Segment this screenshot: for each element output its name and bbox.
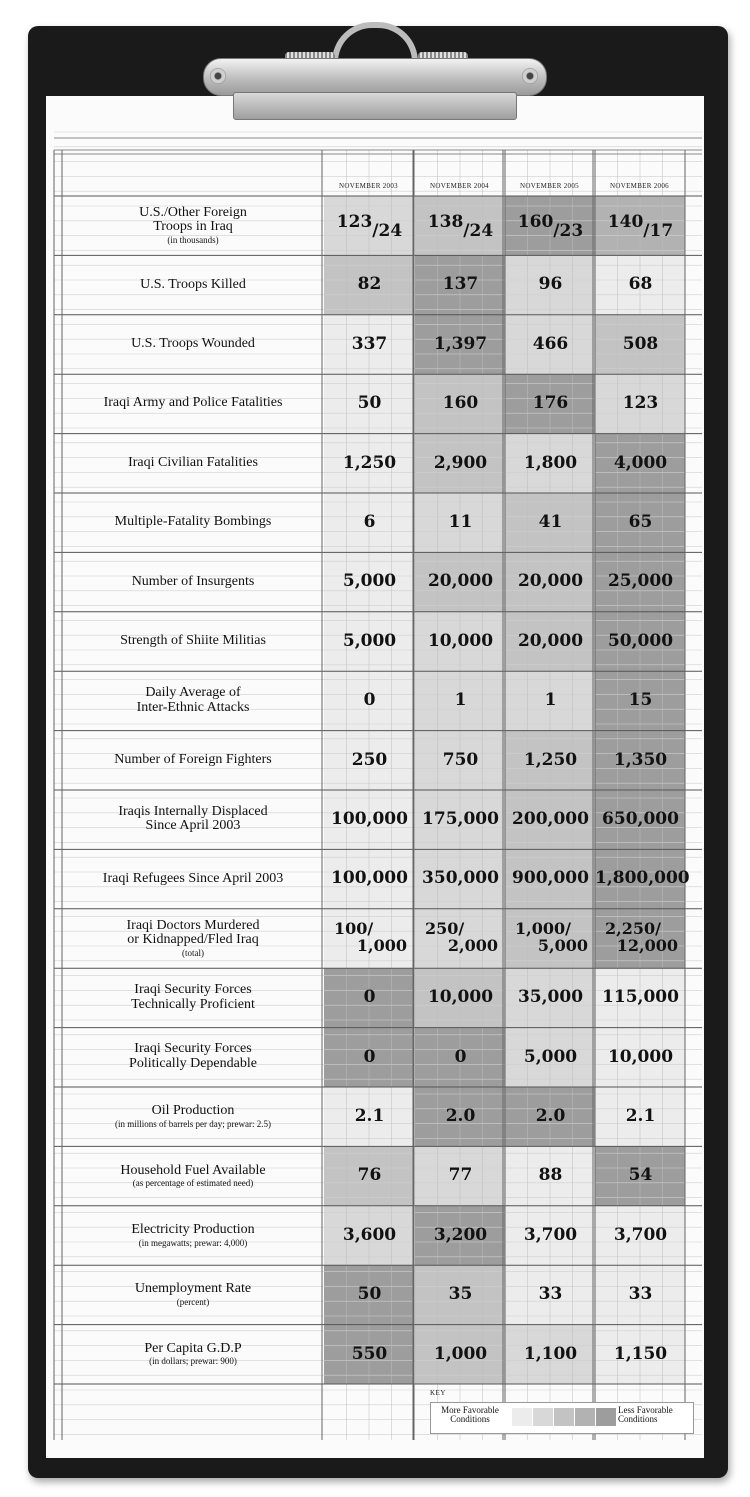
- table-cell: 508: [622, 333, 659, 354]
- cell-value-primary: 250/: [425, 918, 465, 938]
- table-cell: 1: [454, 690, 467, 711]
- rivet-left: [210, 68, 226, 84]
- table-cell: 10,000: [427, 987, 494, 1008]
- table-cell: 20,000: [517, 571, 584, 592]
- table-cell: 96: [538, 274, 563, 295]
- table-cell: 137: [442, 274, 479, 295]
- row-label-text: Iraqis Internally Displaced: [118, 803, 268, 819]
- row-label-text: Multiple-Fatality Bombings: [114, 514, 272, 530]
- table-cell: [505, 918, 596, 955]
- table-cell: [595, 212, 686, 241]
- table-cell: [505, 212, 596, 241]
- table-cell: 35: [448, 1284, 473, 1305]
- row-label: [64, 456, 322, 471]
- key-swatch: [554, 1408, 574, 1426]
- table-cell: 176: [532, 393, 569, 414]
- row-label-text-line2: Inter-Ethnic Attacks: [136, 699, 250, 715]
- column-header: NOVEMBER 2005: [520, 182, 579, 190]
- row-label: [64, 919, 322, 959]
- key-swatch: [575, 1408, 595, 1426]
- row-label-text: Electricity Production: [131, 1222, 255, 1237]
- table-cell: 50: [357, 1284, 382, 1305]
- table-cell: 123: [622, 393, 659, 414]
- cell-value-secondary: 23: [559, 221, 584, 241]
- table-cell: 3,200: [433, 1224, 488, 1245]
- cell-value-secondary: 2,000: [447, 935, 498, 955]
- table-cell: 2,900: [433, 452, 488, 473]
- table-cell: 2.0: [535, 1106, 566, 1126]
- table-cell: 250: [351, 749, 388, 770]
- row-sublabel: (in dollars; prewar: 900): [149, 1356, 237, 1367]
- table-cell: 0: [454, 1046, 467, 1067]
- row-label-text: U.S. Troops Wounded: [131, 336, 255, 351]
- cell-value-secondary: 24: [378, 221, 403, 241]
- table-cell: 3,700: [613, 1224, 668, 1245]
- row-label: [64, 1164, 322, 1189]
- cell-value-primary: 140: [607, 212, 644, 232]
- table-cell: 2.0: [445, 1106, 476, 1126]
- table-cell: 5,000: [523, 1046, 578, 1067]
- row-label: [64, 206, 322, 246]
- key-swatch: [512, 1408, 532, 1426]
- cell-value-secondary: 5,000: [537, 935, 588, 955]
- row-label: [64, 1042, 322, 1071]
- table-cell: 65: [628, 512, 653, 532]
- row-sublabel: (percent): [176, 1297, 210, 1308]
- row-label: [64, 1104, 322, 1129]
- row-sublabel: (as percentage of estimated need): [132, 1178, 254, 1189]
- table-cell: 4,000: [613, 452, 668, 473]
- row-label-text: Number of Insurgents: [131, 573, 255, 589]
- key-label: KEY: [430, 1389, 446, 1397]
- row-label: [64, 686, 322, 715]
- cell-value-primary: 100/: [334, 918, 374, 938]
- table-cell: 1,150: [613, 1343, 668, 1364]
- row-label-text: Iraqi Security Forces: [134, 981, 252, 997]
- row-sublabel: (total): [182, 947, 204, 958]
- row-label: [64, 805, 322, 834]
- table-cell: 160: [442, 393, 479, 414]
- cell-value-primary: 123: [336, 212, 373, 232]
- table-cell: 10,000: [607, 1046, 674, 1067]
- cell-value-primary: 160: [517, 212, 554, 232]
- row-sublabel: (in millions of barrels per day; prewar: 2.5): [115, 1118, 271, 1129]
- row-label-text-line2: or Kidnapped/Fled Iraq: [127, 932, 259, 948]
- cell-slash: /: [463, 221, 470, 241]
- table-cell: [415, 212, 506, 241]
- table-cell: 3,600: [342, 1224, 397, 1245]
- row-label-text: U.S./Other Foreign: [139, 204, 247, 220]
- row-label-text: Daily Average of: [145, 684, 241, 700]
- row-label-text: Strength of Shiite Militias: [120, 633, 266, 648]
- table-cell: 1,800: [523, 452, 578, 473]
- row-label: [64, 337, 322, 352]
- key-less-favorable: [618, 1406, 690, 1425]
- cell-value-secondary: 17: [649, 221, 674, 241]
- row-label-text: Iraqi Security Forces: [134, 1041, 252, 1057]
- table-cell: 5,000: [342, 571, 397, 592]
- column-header: NOVEMBER 2003: [339, 182, 398, 190]
- table-cell: 10,000: [427, 630, 494, 651]
- table-cell: [324, 918, 415, 955]
- table-cell: 76: [357, 1165, 382, 1186]
- table-cell: 3,700: [523, 1224, 578, 1245]
- table-cell: [324, 212, 415, 241]
- cell-value-primary: 138: [427, 212, 464, 232]
- cell-slash: /: [372, 221, 379, 241]
- table-cell: 1,000: [433, 1343, 488, 1364]
- row-label-text: Iraqi Army and Police Fatalities: [103, 395, 283, 411]
- table-cell: 68: [628, 274, 653, 295]
- key-more-line2: Conditions: [450, 1414, 490, 1425]
- key-more-favorable: [434, 1406, 506, 1425]
- row-label-text: Household Fuel Available: [120, 1162, 266, 1178]
- table-cell: 5,000: [342, 630, 397, 651]
- table-cell: 1: [544, 690, 557, 711]
- column-header: NOVEMBER 2004: [430, 182, 489, 190]
- row-label: [64, 1282, 322, 1307]
- table-cell: 175,000: [422, 809, 499, 829]
- table-cell: 115,000: [602, 987, 679, 1008]
- table-cell: [415, 918, 506, 955]
- row-label: [64, 1342, 322, 1367]
- table-cell: 900,000: [512, 868, 589, 889]
- table-cell: 100,000: [331, 868, 408, 889]
- table-cell: 82: [357, 274, 382, 295]
- row-label: [64, 575, 322, 590]
- table-cell: 0: [363, 1046, 376, 1067]
- table-cell: 33: [628, 1284, 653, 1305]
- table-cell: 337: [351, 333, 388, 354]
- row-label-text: Per Capita G.D.P: [144, 1340, 242, 1356]
- table-cell: 1,350: [613, 749, 668, 770]
- row-sublabel: (in thousands): [167, 235, 219, 246]
- table-cell: 200,000: [512, 809, 589, 829]
- cell-value-secondary: 24: [469, 221, 494, 241]
- table-cell: 1,397: [433, 333, 488, 354]
- row-label-text-line2: Troops in Iraq: [153, 219, 233, 235]
- table-cell: 550: [351, 1343, 388, 1364]
- row-label: [64, 634, 322, 649]
- table-cell: 88: [538, 1165, 563, 1186]
- cell-slash: /: [553, 221, 560, 241]
- cell-value-primary: 2,250/: [605, 918, 661, 938]
- table-cell: 77: [448, 1165, 473, 1186]
- column-header: NOVEMBER 2006: [610, 182, 669, 190]
- table-cell: 6: [363, 512, 376, 532]
- cell-slash: /: [643, 221, 650, 241]
- table-cell: 54: [628, 1165, 653, 1186]
- row-label-text: Iraqi Doctors Murdered: [126, 917, 260, 933]
- row-label: [64, 278, 322, 293]
- cell-value-secondary: 1,000: [356, 935, 407, 955]
- row-label: [64, 753, 322, 768]
- table-cell: 0: [363, 690, 376, 711]
- table-cell: 15: [628, 690, 653, 711]
- table-cell: 41: [538, 512, 563, 532]
- table-cell: 2.1: [625, 1106, 656, 1126]
- clip-lever: [233, 92, 517, 120]
- row-label-text: Iraqi Civilian Fatalities: [128, 454, 258, 470]
- row-label: [64, 983, 322, 1012]
- table-cell: 1,250: [342, 452, 397, 473]
- key-less-line2: Conditions: [618, 1414, 658, 1425]
- row-label: [64, 872, 322, 887]
- key-swatch: [596, 1408, 616, 1426]
- row-label-text: Unemployment Rate: [134, 1281, 252, 1297]
- table-cell: 50: [357, 393, 382, 414]
- table-cell: 50,000: [607, 630, 674, 651]
- table-cell: 750: [442, 749, 479, 770]
- table-cell: 20,000: [427, 571, 494, 592]
- cell-value-secondary: 12,000: [616, 935, 678, 955]
- row-label-text-line2: Since April 2003: [145, 818, 241, 834]
- table-cell: 2.1: [354, 1106, 385, 1126]
- cell-value-primary: 1,000/: [515, 918, 571, 938]
- key-more-line1: More Favorable: [441, 1405, 499, 1415]
- table-cell: 1,100: [523, 1343, 578, 1364]
- row-label: [64, 515, 322, 530]
- table-cell: [595, 918, 686, 955]
- table-cell: 0: [363, 987, 376, 1008]
- rivet-right: [522, 68, 538, 84]
- table-cell: 1,800,000: [595, 868, 690, 889]
- table-cell: 650,000: [602, 809, 679, 829]
- row-label: [64, 1223, 322, 1248]
- row-label-text: Number of Foreign Fighters: [114, 751, 272, 767]
- table-cell: 1,250: [523, 749, 578, 770]
- table-cell: 11: [448, 512, 473, 532]
- table-cell: 350,000: [422, 868, 499, 889]
- table-cell: 25,000: [607, 571, 674, 592]
- table-cell: 466: [532, 333, 569, 354]
- table-cell: 35,000: [517, 987, 584, 1008]
- row-sublabel: (in megawatts; prewar: 4,000): [138, 1237, 248, 1248]
- row-label-text: Iraqi Refugees Since April 2003: [102, 870, 284, 886]
- row-label: [64, 396, 322, 411]
- row-label-text: U.S. Troops Killed: [140, 276, 246, 292]
- row-label-text: Oil Production: [151, 1103, 235, 1119]
- table-cell: 33: [538, 1284, 563, 1305]
- key-less-line1: Less Favorable: [618, 1405, 673, 1415]
- row-label-text-line2: Politically Dependable: [129, 1055, 257, 1071]
- table-cell: 100,000: [331, 809, 408, 829]
- row-label-text-line2: Technically Proficient: [131, 996, 255, 1012]
- table-cell: 20,000: [517, 630, 584, 651]
- key-swatch: [533, 1408, 553, 1426]
- clip-plate: [203, 58, 547, 96]
